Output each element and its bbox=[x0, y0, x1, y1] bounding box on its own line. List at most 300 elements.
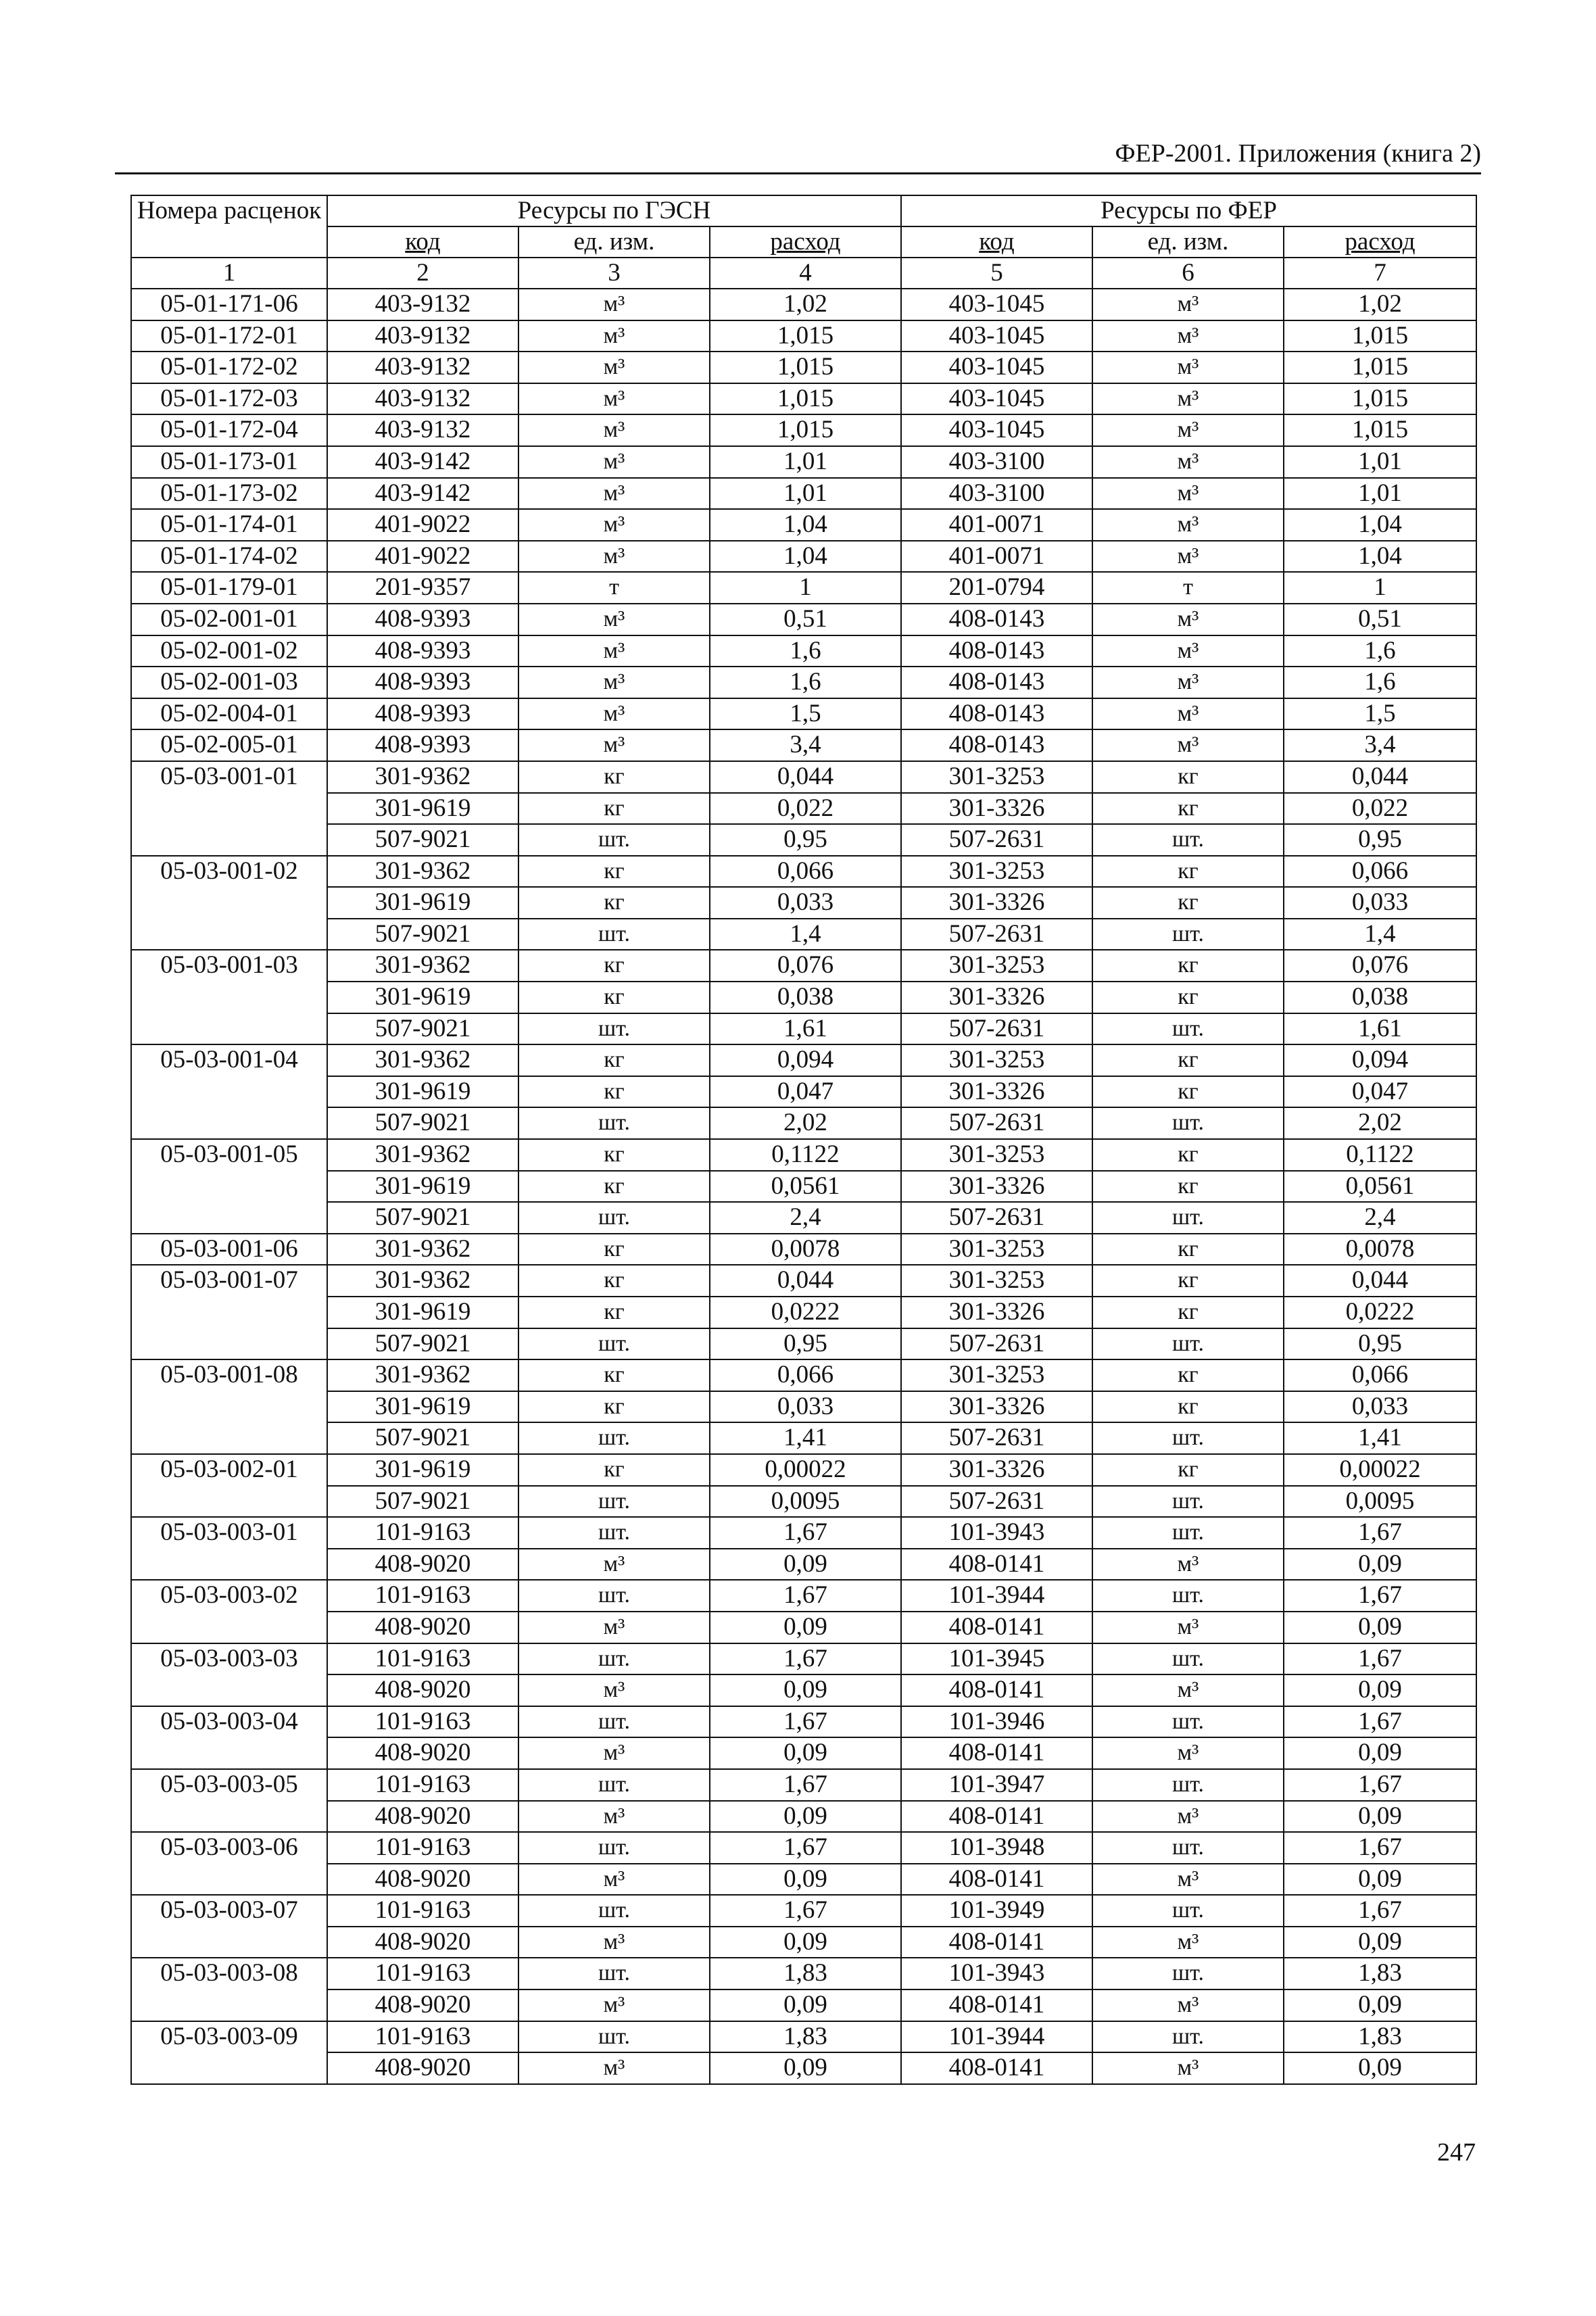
fer-code-cell: 401-0071 bbox=[901, 541, 1092, 573]
fer-amount-cell: 1,01 bbox=[1284, 446, 1476, 478]
gesn-code-cell: 101-9163 bbox=[327, 1832, 518, 1864]
gesn-amount-cell: 1,67 bbox=[710, 1706, 901, 1738]
fer-amount-cell: 0,09 bbox=[1284, 1864, 1476, 1896]
gesn-code-cell: 101-9163 bbox=[327, 1580, 518, 1612]
table-row bbox=[131, 667, 1476, 698]
gesn-unit-cell: м³ bbox=[518, 1989, 710, 2021]
fer-code-cell: 408-0143 bbox=[901, 729, 1092, 761]
gesn-unit-cell: кг bbox=[518, 982, 710, 1013]
fer-code-cell: 301-3326 bbox=[901, 793, 1092, 825]
table-row bbox=[131, 1139, 1476, 1171]
fer-amount-cell: 0,1122 bbox=[1284, 1139, 1476, 1171]
gesn-unit-cell: кг bbox=[518, 856, 710, 888]
fer-amount-cell: 2,02 bbox=[1284, 1107, 1476, 1139]
gesn-amount-cell: 0,047 bbox=[710, 1076, 901, 1108]
rate-number-cell: 05-01-172-03 bbox=[131, 383, 327, 415]
gesn-code-cell: 408-9020 bbox=[327, 2052, 518, 2084]
gesn-amount-cell: 1,83 bbox=[710, 2021, 901, 2053]
gesn-unit-cell: м³ bbox=[518, 1864, 710, 1896]
fer-code-cell: 301-3253 bbox=[901, 1044, 1092, 1076]
table-row bbox=[131, 1958, 1476, 1989]
fer-unit-cell: шт. bbox=[1092, 824, 1284, 856]
gesn-amount-cell: 1,67 bbox=[710, 1832, 901, 1864]
table-row bbox=[131, 414, 1476, 446]
fer-resources-header: Ресурсы по ФЕР bbox=[901, 195, 1476, 226]
gesn-code-header: код bbox=[327, 226, 518, 258]
gesn-amount-cell: 0,066 bbox=[710, 1359, 901, 1391]
gesn-amount-cell: 0,076 bbox=[710, 950, 901, 982]
fer-unit-cell: м³ bbox=[1092, 635, 1284, 667]
fer-code-cell: 101-3948 bbox=[901, 1832, 1092, 1864]
table-row bbox=[131, 1265, 1476, 1297]
table-row bbox=[131, 1391, 1476, 1423]
rate-number-cell: 05-03-001-07 bbox=[131, 1265, 327, 1359]
gesn-code-cell: 507-9021 bbox=[327, 1486, 518, 1518]
gesn-amount-cell: 0,033 bbox=[710, 887, 901, 919]
table-row bbox=[131, 1328, 1476, 1360]
fer-code-cell: 507-2631 bbox=[901, 919, 1092, 950]
gesn-unit-cell: шт. bbox=[518, 1580, 710, 1612]
rate-number-cell: 05-03-003-07 bbox=[131, 1895, 327, 1958]
rate-number-cell: 05-01-174-01 bbox=[131, 509, 327, 541]
fer-amount-cell: 0,09 bbox=[1284, 2052, 1476, 2084]
fer-code-cell: 301-3326 bbox=[901, 887, 1092, 919]
fer-code-cell: 408-0143 bbox=[901, 635, 1092, 667]
gesn-code-cell: 408-9020 bbox=[327, 1549, 518, 1581]
fer-unit-cell: шт. bbox=[1092, 919, 1284, 950]
fer-code-cell: 507-2631 bbox=[901, 1486, 1092, 1518]
rate-number-cell: 05-03-001-01 bbox=[131, 761, 327, 856]
fer-amount-cell: 0,00022 bbox=[1284, 1454, 1476, 1486]
gesn-unit-cell: м³ bbox=[518, 635, 710, 667]
fer-code-cell: 507-2631 bbox=[901, 1202, 1092, 1234]
gesn-unit-header: ед. изм. bbox=[518, 226, 710, 258]
fer-code-cell: 507-2631 bbox=[901, 1328, 1092, 1360]
fer-unit-cell: м³ bbox=[1092, 1989, 1284, 2021]
table-row bbox=[131, 1580, 1476, 1612]
gesn-amount-cell: 2,4 bbox=[710, 1202, 901, 1234]
gesn-code-cell: 507-9021 bbox=[327, 1202, 518, 1234]
fer-code-cell: 408-0141 bbox=[901, 1864, 1092, 1896]
gesn-amount-cell: 0,00022 bbox=[710, 1454, 901, 1486]
fer-code-cell: 301-3253 bbox=[901, 950, 1092, 982]
fer-unit-cell: м³ bbox=[1092, 289, 1284, 320]
gesn-unit-cell: шт. bbox=[518, 1517, 710, 1549]
gesn-unit-cell: кг bbox=[518, 887, 710, 919]
fer-unit-cell: кг bbox=[1092, 761, 1284, 793]
gesn-amount-cell: 1,015 bbox=[710, 320, 901, 352]
fer-unit-cell: м³ bbox=[1092, 1801, 1284, 1833]
fer-amount-cell: 1,015 bbox=[1284, 320, 1476, 352]
fer-amount-cell: 0,09 bbox=[1284, 1612, 1476, 1643]
fer-unit-cell: шт. bbox=[1092, 1706, 1284, 1738]
fer-amount-cell: 0,094 bbox=[1284, 1044, 1476, 1076]
fer-amount-cell: 0,95 bbox=[1284, 1328, 1476, 1360]
gesn-code-cell: 301-9619 bbox=[327, 982, 518, 1013]
fer-amount-cell: 0,066 bbox=[1284, 856, 1476, 888]
fer-unit-cell: м³ bbox=[1092, 414, 1284, 446]
column-number: 5 bbox=[901, 258, 1092, 289]
rate-number-cell: 05-03-003-09 bbox=[131, 2021, 327, 2084]
gesn-amount-cell: 0,09 bbox=[710, 1737, 901, 1769]
fer-code-cell: 301-3326 bbox=[901, 1454, 1092, 1486]
fer-code-cell: 301-3326 bbox=[901, 1391, 1092, 1423]
rate-number-cell: 05-01-173-02 bbox=[131, 478, 327, 510]
gesn-amount-cell: 0,09 bbox=[710, 1864, 901, 1896]
rate-number-cell: 05-01-174-02 bbox=[131, 541, 327, 573]
gesn-amount-cell: 0,51 bbox=[710, 604, 901, 635]
rate-number-cell: 05-03-003-01 bbox=[131, 1517, 327, 1580]
rate-number-cell: 05-03-001-05 bbox=[131, 1139, 327, 1234]
fer-amount-cell: 0,51 bbox=[1284, 604, 1476, 635]
fer-unit-cell: шт. bbox=[1092, 2021, 1284, 2053]
table-row bbox=[131, 919, 1476, 950]
gesn-unit-cell: м³ bbox=[518, 1801, 710, 1833]
rate-number-cell: 05-02-001-03 bbox=[131, 667, 327, 698]
gesn-amount-cell: 1 bbox=[710, 572, 901, 604]
fer-amount-cell: 0,09 bbox=[1284, 1801, 1476, 1833]
fer-amount-cell: 0,066 bbox=[1284, 1359, 1476, 1391]
fer-amount-cell: 0,09 bbox=[1284, 1989, 1476, 2021]
rate-number-cell: 05-01-172-01 bbox=[131, 320, 327, 352]
column-number: 2 bbox=[327, 258, 518, 289]
gesn-amount-cell: 0,09 bbox=[710, 2052, 901, 2084]
gesn-amount-cell: 0,09 bbox=[710, 1801, 901, 1833]
table-row bbox=[131, 604, 1476, 635]
fer-unit-cell: кг bbox=[1092, 950, 1284, 982]
gesn-code-cell: 403-9132 bbox=[327, 414, 518, 446]
fer-unit-cell: м³ bbox=[1092, 478, 1284, 510]
fer-amount-cell: 1,01 bbox=[1284, 478, 1476, 510]
gesn-code-cell: 403-9132 bbox=[327, 320, 518, 352]
fer-amount-cell: 1,5 bbox=[1284, 698, 1476, 730]
gesn-code-cell: 101-9163 bbox=[327, 1643, 518, 1675]
table-row bbox=[131, 635, 1476, 667]
fer-unit-cell: кг bbox=[1092, 1454, 1284, 1486]
fer-code-cell: 507-2631 bbox=[901, 1422, 1092, 1454]
fer-code-cell: 101-3943 bbox=[901, 1517, 1092, 1549]
fer-code-cell: 101-3946 bbox=[901, 1706, 1092, 1738]
fer-unit-cell: м³ bbox=[1092, 1674, 1284, 1706]
gesn-amount-cell: 1,83 bbox=[710, 1958, 901, 1989]
fer-amount-cell: 0,09 bbox=[1284, 1549, 1476, 1581]
fer-unit-cell: кг bbox=[1092, 793, 1284, 825]
gesn-code-cell: 301-9619 bbox=[327, 1391, 518, 1423]
rate-number-cell: 05-03-003-06 bbox=[131, 1832, 327, 1895]
gesn-code-cell: 301-9362 bbox=[327, 1359, 518, 1391]
gesn-unit-cell: шт. bbox=[518, 1013, 710, 1045]
fer-code-cell: 507-2631 bbox=[901, 824, 1092, 856]
gesn-amount-cell: 1,01 bbox=[710, 478, 901, 510]
gesn-unit-cell: шт. bbox=[518, 1107, 710, 1139]
fer-amount-cell: 1,67 bbox=[1284, 1895, 1476, 1927]
gesn-unit-cell: шт. bbox=[518, 1958, 710, 1989]
gesn-amount-cell: 0,09 bbox=[710, 1989, 901, 2021]
gesn-code-cell: 408-9020 bbox=[327, 1864, 518, 1896]
table-row bbox=[131, 572, 1476, 604]
gesn-code-cell: 507-9021 bbox=[327, 1013, 518, 1045]
gesn-unit-cell: м³ bbox=[518, 289, 710, 320]
fer-unit-cell: м³ bbox=[1092, 352, 1284, 383]
fer-amount-cell: 0,0078 bbox=[1284, 1234, 1476, 1265]
fer-unit-cell: кг bbox=[1092, 982, 1284, 1013]
gesn-code-cell: 301-9619 bbox=[327, 1171, 518, 1203]
gesn-unit-cell: м³ bbox=[518, 478, 710, 510]
gesn-code-cell: 403-9132 bbox=[327, 289, 518, 320]
fer-amount-cell: 1,04 bbox=[1284, 541, 1476, 573]
gesn-amount-cell: 1,4 bbox=[710, 919, 901, 950]
gesn-unit-cell: кг bbox=[518, 1234, 710, 1265]
gesn-code-cell: 101-9163 bbox=[327, 1517, 518, 1549]
table-row bbox=[131, 1297, 1476, 1328]
table-row bbox=[131, 2021, 1476, 2053]
fer-code-header: код bbox=[901, 226, 1092, 258]
gesn-amount-cell: 0,0561 bbox=[710, 1171, 901, 1203]
gesn-unit-cell: шт. bbox=[518, 1895, 710, 1927]
gesn-unit-cell: м³ bbox=[518, 667, 710, 698]
fer-amount-cell: 0,0222 bbox=[1284, 1297, 1476, 1328]
table-row bbox=[131, 793, 1476, 825]
fer-code-cell: 201-0794 bbox=[901, 572, 1092, 604]
gesn-code-cell: 101-9163 bbox=[327, 2021, 518, 2053]
rate-number-cell: 05-01-173-01 bbox=[131, 446, 327, 478]
fer-amount-cell: 1,41 bbox=[1284, 1422, 1476, 1454]
fer-amount-cell: 1,6 bbox=[1284, 667, 1476, 698]
gesn-code-cell: 403-9142 bbox=[327, 446, 518, 478]
gesn-amount-cell: 0,094 bbox=[710, 1044, 901, 1076]
fer-amount-cell: 1,83 bbox=[1284, 1958, 1476, 1989]
gesn-amount-cell: 0,0095 bbox=[710, 1486, 901, 1518]
gesn-unit-cell: кг bbox=[518, 1076, 710, 1108]
table-row bbox=[131, 950, 1476, 982]
fer-code-cell: 408-0141 bbox=[901, 1549, 1092, 1581]
gesn-unit-cell: кг bbox=[518, 793, 710, 825]
fer-unit-cell: кг bbox=[1092, 887, 1284, 919]
fer-amount-cell: 1,02 bbox=[1284, 289, 1476, 320]
gesn-code-cell: 301-9362 bbox=[327, 950, 518, 982]
fer-code-cell: 101-3944 bbox=[901, 1580, 1092, 1612]
table-row bbox=[131, 1202, 1476, 1234]
fer-code-cell: 408-0143 bbox=[901, 698, 1092, 730]
table-row bbox=[131, 1895, 1476, 1927]
fer-unit-cell: м³ bbox=[1092, 446, 1284, 478]
table-row bbox=[131, 1674, 1476, 1706]
gesn-unit-cell: кг bbox=[518, 1139, 710, 1171]
table-row bbox=[131, 761, 1476, 793]
fer-unit-cell: м³ bbox=[1092, 2052, 1284, 2084]
fer-code-cell: 408-0141 bbox=[901, 1927, 1092, 1958]
rate-number-cell: 05-03-001-02 bbox=[131, 856, 327, 950]
table-row bbox=[131, 1171, 1476, 1203]
fer-amount-cell: 1,04 bbox=[1284, 509, 1476, 541]
gesn-unit-cell: кг bbox=[518, 1265, 710, 1297]
gesn-amount-cell: 1,01 bbox=[710, 446, 901, 478]
fer-amount-cell: 0,038 bbox=[1284, 982, 1476, 1013]
fer-code-cell: 301-3326 bbox=[901, 1171, 1092, 1203]
table-row bbox=[131, 1549, 1476, 1581]
fer-unit-cell: шт. bbox=[1092, 1769, 1284, 1801]
fer-amount-cell: 1,4 bbox=[1284, 919, 1476, 950]
table-row bbox=[131, 1359, 1476, 1391]
gesn-amount-cell: 1,015 bbox=[710, 352, 901, 383]
fer-amount-cell: 0,95 bbox=[1284, 824, 1476, 856]
gesn-code-cell: 301-9619 bbox=[327, 1297, 518, 1328]
fer-amount-cell: 1,83 bbox=[1284, 2021, 1476, 2053]
running-header: ФЕР-2001. Приложения (книга 2) bbox=[1115, 139, 1481, 168]
fer-amount-cell: 1,67 bbox=[1284, 1706, 1476, 1738]
gesn-amount-cell: 0,066 bbox=[710, 856, 901, 888]
table-row bbox=[131, 320, 1476, 352]
gesn-code-cell: 101-9163 bbox=[327, 1706, 518, 1738]
gesn-code-cell: 507-9021 bbox=[327, 1328, 518, 1360]
gesn-amount-cell: 1,67 bbox=[710, 1895, 901, 1927]
gesn-amount-cell: 0,0078 bbox=[710, 1234, 901, 1265]
table-row bbox=[131, 1989, 1476, 2021]
table-row bbox=[131, 1486, 1476, 1518]
fer-code-cell: 403-1045 bbox=[901, 320, 1092, 352]
gesn-code-cell: 301-9619 bbox=[327, 793, 518, 825]
gesn-code-cell: 301-9619 bbox=[327, 1454, 518, 1486]
fer-amount-cell: 1,67 bbox=[1284, 1643, 1476, 1675]
table-row bbox=[131, 1737, 1476, 1769]
rate-number-cell: 05-03-001-08 bbox=[131, 1359, 327, 1454]
rate-number-cell: 05-03-001-04 bbox=[131, 1044, 327, 1139]
gesn-code-cell: 408-9393 bbox=[327, 635, 518, 667]
fer-amount-cell: 1,67 bbox=[1284, 1517, 1476, 1549]
gesn-code-cell: 401-9022 bbox=[327, 541, 518, 573]
page-number: 247 bbox=[1437, 2138, 1476, 2167]
gesn-amount-cell: 0,09 bbox=[710, 1674, 901, 1706]
gesn-amount-cell: 0,044 bbox=[710, 761, 901, 793]
fer-unit-header: ед. изм. bbox=[1092, 226, 1284, 258]
gesn-code-cell: 507-9021 bbox=[327, 919, 518, 950]
gesn-code-cell: 403-9132 bbox=[327, 352, 518, 383]
table-row bbox=[131, 1927, 1476, 1958]
fer-amount-cell: 1,015 bbox=[1284, 352, 1476, 383]
gesn-amount-cell: 1,015 bbox=[710, 414, 901, 446]
column-number: 3 bbox=[518, 258, 710, 289]
gesn-amount-cell: 0,033 bbox=[710, 1391, 901, 1423]
gesn-code-cell: 201-9357 bbox=[327, 572, 518, 604]
rate-number-cell: 05-01-172-04 bbox=[131, 414, 327, 446]
rates-column-header: Номера расценок bbox=[131, 195, 327, 258]
table-row bbox=[131, 509, 1476, 541]
fer-unit-cell: кг bbox=[1092, 1391, 1284, 1423]
table-row bbox=[131, 1044, 1476, 1076]
gesn-unit-cell: м³ bbox=[518, 414, 710, 446]
gesn-unit-cell: кг bbox=[518, 1359, 710, 1391]
fer-amount-cell: 1,015 bbox=[1284, 383, 1476, 415]
gesn-unit-cell: кг bbox=[518, 1391, 710, 1423]
rate-number-cell: 05-03-003-03 bbox=[131, 1643, 327, 1706]
gesn-amount-cell: 1,67 bbox=[710, 1517, 901, 1549]
fer-amount-cell: 2,4 bbox=[1284, 1202, 1476, 1234]
fer-amount-cell: 0,022 bbox=[1284, 793, 1476, 825]
gesn-amount-cell: 0,09 bbox=[710, 1549, 901, 1581]
table-row bbox=[131, 1076, 1476, 1108]
table-row bbox=[131, 1517, 1476, 1549]
gesn-amount-cell: 0,95 bbox=[710, 824, 901, 856]
gesn-unit-cell: т bbox=[518, 572, 710, 604]
table-row bbox=[131, 1643, 1476, 1675]
table-row bbox=[131, 856, 1476, 888]
gesn-resources-header: Ресурсы по ГЭСН bbox=[327, 195, 901, 226]
gesn-unit-cell: м³ bbox=[518, 352, 710, 383]
gesn-amount-cell: 0,022 bbox=[710, 793, 901, 825]
gesn-unit-cell: м³ bbox=[518, 320, 710, 352]
fer-code-cell: 408-0141 bbox=[901, 2052, 1092, 2084]
fer-amount-cell: 1 bbox=[1284, 572, 1476, 604]
table-body bbox=[131, 289, 1476, 2084]
gesn-code-cell: 101-9163 bbox=[327, 1958, 518, 1989]
gesn-unit-cell: шт. bbox=[518, 824, 710, 856]
gesn-unit-cell: м³ bbox=[518, 1674, 710, 1706]
gesn-unit-cell: м³ bbox=[518, 509, 710, 541]
gesn-unit-cell: шт. bbox=[518, 1643, 710, 1675]
gesn-amount-cell: 1,6 bbox=[710, 667, 901, 698]
rate-number-cell: 05-03-003-04 bbox=[131, 1706, 327, 1769]
rate-number-cell: 05-01-171-06 bbox=[131, 289, 327, 320]
table-row bbox=[131, 1706, 1476, 1738]
fer-unit-cell: кг bbox=[1092, 1234, 1284, 1265]
table-row bbox=[131, 1107, 1476, 1139]
gesn-unit-cell: м³ bbox=[518, 383, 710, 415]
gesn-amount-cell: 1,67 bbox=[710, 1769, 901, 1801]
fer-amount-cell: 1,67 bbox=[1284, 1580, 1476, 1612]
gesn-unit-cell: кг bbox=[518, 950, 710, 982]
fer-code-cell: 301-3253 bbox=[901, 1234, 1092, 1265]
column-number: 4 bbox=[710, 258, 901, 289]
table-row bbox=[131, 1612, 1476, 1643]
header-row-subcolumns bbox=[131, 226, 1476, 258]
fer-unit-cell: шт. bbox=[1092, 1486, 1284, 1518]
gesn-amount-cell: 1,41 bbox=[710, 1422, 901, 1454]
fer-unit-cell: кг bbox=[1092, 1297, 1284, 1328]
fer-amount-cell: 0,076 bbox=[1284, 950, 1476, 982]
rate-number-cell: 05-01-172-02 bbox=[131, 352, 327, 383]
gesn-amount-cell: 0,044 bbox=[710, 1265, 901, 1297]
rate-number-cell: 05-02-001-01 bbox=[131, 604, 327, 635]
gesn-amount-cell: 1,02 bbox=[710, 289, 901, 320]
column-number: 7 bbox=[1284, 258, 1476, 289]
rate-number-cell: 05-02-001-02 bbox=[131, 635, 327, 667]
fer-unit-cell: м³ bbox=[1092, 698, 1284, 730]
rate-number-cell: 05-03-001-06 bbox=[131, 1234, 327, 1265]
fer-code-cell: 101-3943 bbox=[901, 1958, 1092, 1989]
gesn-unit-cell: шт. bbox=[518, 919, 710, 950]
gesn-code-cell: 408-9393 bbox=[327, 667, 518, 698]
fer-unit-cell: шт. bbox=[1092, 1202, 1284, 1234]
gesn-amount-cell: 0,1122 bbox=[710, 1139, 901, 1171]
gesn-unit-cell: м³ bbox=[518, 1612, 710, 1643]
gesn-code-cell: 403-9142 bbox=[327, 478, 518, 510]
rate-number-cell: 05-01-179-01 bbox=[131, 572, 327, 604]
gesn-code-cell: 408-9393 bbox=[327, 604, 518, 635]
fer-code-cell: 301-3326 bbox=[901, 982, 1092, 1013]
table-row bbox=[131, 541, 1476, 573]
gesn-amount-cell: 0,038 bbox=[710, 982, 901, 1013]
gesn-code-cell: 401-9022 bbox=[327, 509, 518, 541]
gesn-code-cell: 301-9619 bbox=[327, 1076, 518, 1108]
fer-unit-cell: шт. bbox=[1092, 1958, 1284, 1989]
table-row bbox=[131, 1864, 1476, 1896]
fer-code-cell: 301-3253 bbox=[901, 1139, 1092, 1171]
fer-code-cell: 101-3945 bbox=[901, 1643, 1092, 1675]
fer-unit-cell: шт. bbox=[1092, 1328, 1284, 1360]
fer-code-cell: 408-0141 bbox=[901, 1674, 1092, 1706]
column-number: 1 bbox=[131, 258, 327, 289]
table-row bbox=[131, 887, 1476, 919]
